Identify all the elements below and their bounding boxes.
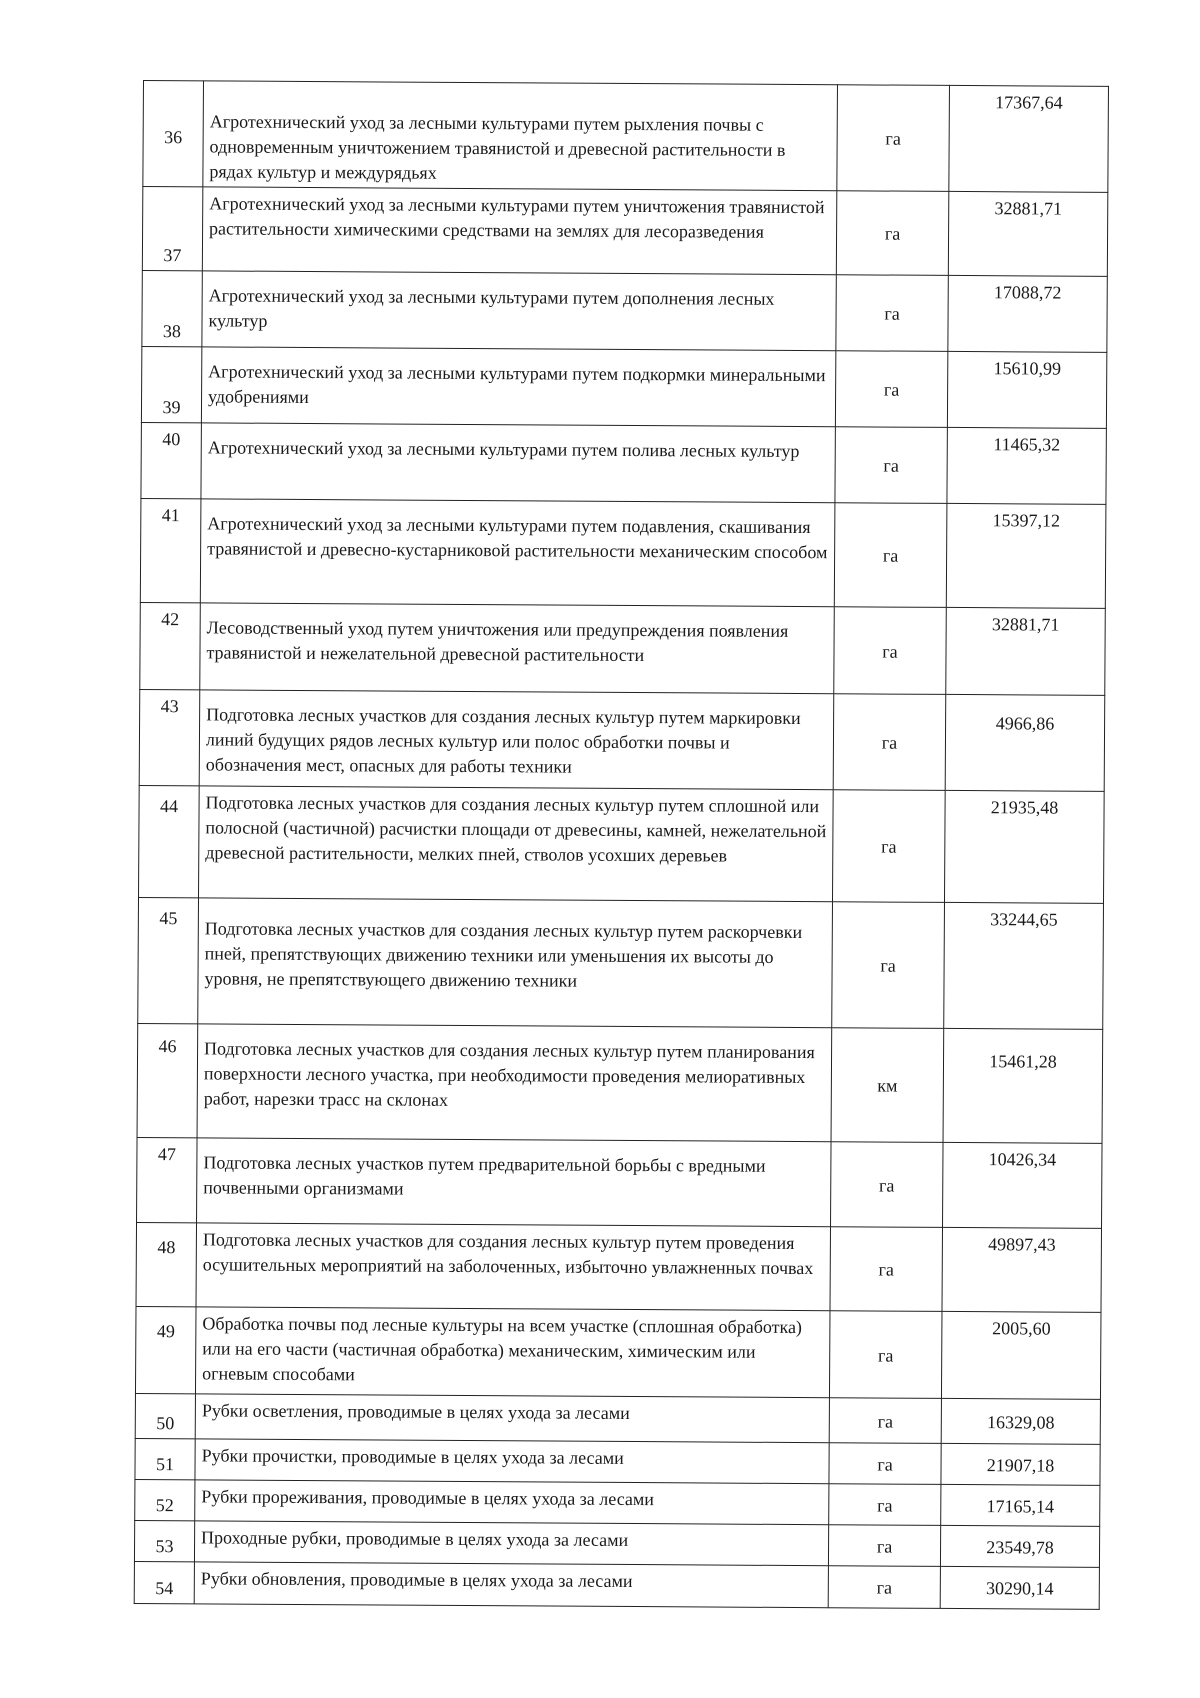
row-number: 36 (143, 81, 204, 187)
value-cell: 32881,71 (946, 607, 1106, 695)
table-row (139, 689, 1105, 791)
work-name: Агротехнический уход за лесными культурами путем рыхления почвы с одновременным уничтожением травянистой и древесной растительности в рядах культур и междурядьях (203, 81, 838, 191)
unit-cell: га (836, 275, 948, 352)
work-name: Агротехнический уход за лесными культурами путем полива лесных культур (201, 423, 835, 503)
value-cell: 11465,32 (947, 427, 1106, 504)
work-name: Подготовка лесных участков для создания лесных культур путем раскорчевки пней, препятствующих движению техники или уменьшения их высоты до уровня, не препятствующего движению техники (198, 898, 833, 1028)
row-number: 41 (140, 498, 201, 602)
table-row (142, 187, 1107, 277)
value-cell: 33244,65 (944, 902, 1104, 1029)
value-cell: 4966,86 (945, 694, 1105, 791)
work-name: Рубки прочистки, проводимые в целях ухода за лесами (195, 1439, 829, 1484)
work-name: Рубки осветления, проводимые в целях ухода за лесами (195, 1394, 829, 1443)
row-number: 51 (135, 1438, 195, 1479)
row-number: 52 (135, 1479, 195, 1520)
row-number: 37 (142, 187, 203, 271)
work-name: Подготовка лесных участков для создания лесных культур путем маркировки линий будущих рядов лесных культур или полос обработки почвы и обозначения мест, опасных для работы техники (199, 690, 834, 790)
table-row (138, 897, 1104, 1029)
unit-cell: га (828, 1566, 940, 1609)
row-number: 43 (139, 689, 200, 785)
work-name: Агротехнический уход за лесными культурами путем подкормки минеральными удобрениями (201, 347, 835, 427)
work-name: Подготовка лесных участков путем предварительной борьбы с вредными почвенными организмами (197, 1138, 832, 1227)
value-cell: 49897,43 (942, 1227, 1102, 1312)
table-row (135, 1438, 1100, 1485)
row-number: 42 (140, 602, 201, 689)
work-name: Рубки обновления, проводимые в целях ухода за лесами (194, 1562, 828, 1608)
unit-cell: км (831, 1028, 944, 1143)
row-number: 54 (134, 1561, 194, 1603)
row-number: 45 (138, 897, 199, 1023)
table-row (135, 1306, 1101, 1399)
unit-cell: га (835, 427, 947, 504)
unit-cell: га (829, 1398, 941, 1444)
value-cell: 17165,14 (941, 1484, 1100, 1526)
row-number: 40 (141, 422, 201, 498)
unit-cell: га (835, 351, 947, 428)
work-name: Подготовка лесных участков для создания лесных культур путем проведения осушительных мероприятий на заболоченных, избыточно увлажненных почвах (196, 1223, 831, 1311)
value-cell: 21907,18 (941, 1443, 1100, 1485)
row-number: 47 (137, 1137, 198, 1222)
unit-cell: га (833, 694, 946, 791)
unit-cell: га (829, 1484, 941, 1526)
table-row (137, 1023, 1103, 1143)
value-cell: 15461,28 (943, 1028, 1103, 1143)
table-row (139, 785, 1105, 903)
value-cell: 2005,60 (941, 1311, 1101, 1399)
row-number: 48 (136, 1222, 197, 1306)
value-cell: 17088,72 (948, 275, 1107, 352)
unit-cell: га (828, 1525, 940, 1567)
table-row (142, 270, 1107, 352)
table-row (135, 1393, 1100, 1444)
table-row (134, 1520, 1099, 1567)
work-name: Обработка почвы под лесные культуры на всем участке (сплошная обработка) или на его части (частичная обработка) механическим, химическим или огневым способами (195, 1307, 830, 1398)
value-cell: 23549,78 (940, 1525, 1099, 1567)
value-cell: 21935,48 (944, 790, 1104, 903)
work-name: Подготовка лесных участков для создания лесных культур путем сплошной или полосной (частичной) расчистки площади от древесины, камней, нежелательной древесной растительности, мелких пней, стволов усохших деревьев (199, 786, 834, 902)
work-name: Рубки прореживания, проводимые в целях ухода за лесами (195, 1480, 829, 1525)
price-table (134, 80, 1109, 1610)
value-cell: 17367,64 (949, 85, 1109, 192)
value-cell: 15610,99 (947, 351, 1106, 428)
unit-cell: га (829, 1311, 942, 1399)
work-name: Агротехнический уход за лесными культурами путем дополнения лесных культур (202, 271, 836, 351)
document-sheet (143, 80, 1108, 1604)
value-cell: 32881,71 (948, 191, 1108, 276)
row-number: 50 (135, 1393, 195, 1438)
work-name: Агротехнический уход за лесными культурами путем уничтожения травянистой растительности химическими средствами на землях для лесоразведения (202, 187, 837, 275)
row-number: 49 (135, 1306, 196, 1393)
table-row (143, 81, 1109, 193)
table-row (135, 1479, 1100, 1526)
row-number: 44 (139, 785, 200, 897)
unit-cell: га (832, 790, 945, 903)
table-row (140, 498, 1106, 608)
value-cell: 30290,14 (940, 1566, 1099, 1609)
value-cell: 15397,12 (946, 503, 1106, 608)
unit-cell: га (829, 1443, 941, 1485)
table-row (141, 346, 1106, 428)
table-row (134, 1561, 1099, 1609)
unit-cell: га (834, 607, 947, 695)
table-row (137, 1137, 1103, 1228)
value-cell: 16329,08 (941, 1398, 1100, 1444)
table-row (136, 1222, 1101, 1312)
row-number: 38 (142, 270, 202, 346)
unit-cell: га (832, 902, 945, 1029)
work-name: Проходные рубки, проводимые в целях ухода за лесами (194, 1521, 828, 1566)
unit-cell: га (837, 85, 950, 192)
row-number: 39 (141, 346, 201, 422)
unit-cell: га (830, 1227, 943, 1312)
unit-cell: га (831, 1142, 944, 1228)
row-number: 53 (134, 1520, 194, 1561)
table-row (141, 422, 1106, 504)
unit-cell: га (836, 191, 949, 276)
row-number: 46 (137, 1023, 198, 1137)
work-name: Агротехнический уход за лесными культурами путем подавления, скашивания травянистой и древесно-кустарниковой растительности механическим способом (200, 499, 835, 607)
work-name: Лесоводственный уход путем уничтожения или предупреждения появления травянистой и нежелательной древесной растительности (200, 603, 835, 694)
value-cell: 10426,34 (943, 1142, 1103, 1228)
table-row (140, 602, 1106, 695)
unit-cell: га (834, 503, 947, 608)
work-name: Подготовка лесных участков для создания лесных культур путем планирования поверхности лесного участка, при необходимости проведения мелиоративных работ, нарезки трасс на склонах (197, 1024, 832, 1142)
